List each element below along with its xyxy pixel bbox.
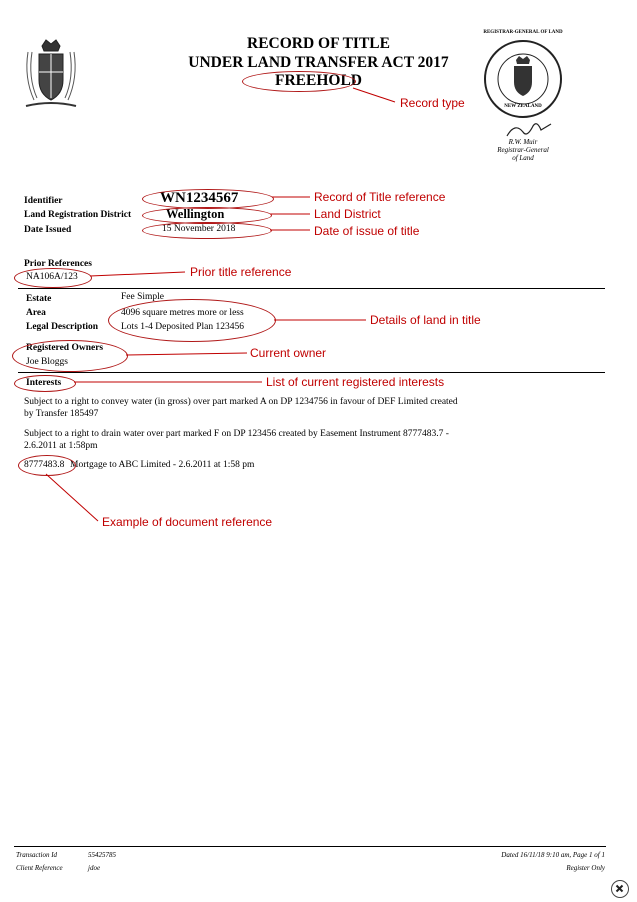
legal-label: Legal Description bbox=[26, 322, 99, 332]
mortgage-ref-oval bbox=[18, 455, 76, 476]
owners-value: Joe Bloggs bbox=[26, 357, 68, 367]
dated-text: Dated 16/11/18 9:10 am, Page 1 of 1 bbox=[501, 851, 605, 859]
owners-heading: Registered Owners bbox=[26, 343, 104, 353]
land-oval bbox=[108, 299, 276, 342]
estate-label: Estate bbox=[26, 294, 52, 304]
annotation-date-issue: Date of issue of title bbox=[314, 224, 420, 238]
prior-value: NA106A/123 bbox=[26, 272, 78, 282]
signature-icon bbox=[505, 118, 555, 140]
legal-value: Lots 1-4 Deposited Plan 123456 bbox=[121, 322, 244, 332]
interests-heading: Interests bbox=[26, 378, 62, 388]
date-label: Date Issued bbox=[24, 225, 72, 235]
district-label: Land Registration District bbox=[24, 210, 132, 220]
client-label: Client Reference bbox=[16, 864, 63, 872]
registrar-name: R.W. Muir bbox=[508, 138, 538, 146]
interest-line-2: by Transfer 185497 bbox=[24, 409, 99, 419]
date-oval bbox=[142, 222, 272, 239]
annotation-doc-ref: Example of document reference bbox=[102, 515, 273, 529]
record-type: FREEHOLD bbox=[275, 72, 362, 89]
interest-line-4: 2.6.2011 at 1:58pm bbox=[24, 441, 98, 451]
identifier-label: Identifier bbox=[24, 196, 63, 206]
title-line-1: RECORD OF TITLE bbox=[247, 35, 390, 52]
annotation-land-district: Land District bbox=[314, 207, 381, 221]
footer-rule bbox=[14, 846, 606, 847]
interest-line-3: Subject to a right to drain water over part marked F on DP 123456 created by Easement Instrument 8777483.7 - bbox=[24, 429, 449, 439]
client-value: jdoe bbox=[88, 864, 101, 872]
interest-line-1: Subject to a right to convey water (in gross) over part marked A on DP 1234756 in favour of DEF Limited created bbox=[24, 397, 458, 407]
date-value: 15 November 2018 bbox=[162, 224, 236, 234]
identifier-oval bbox=[142, 189, 274, 209]
register-text: Register Only bbox=[566, 864, 605, 872]
rule-2 bbox=[18, 372, 605, 373]
prior-oval bbox=[14, 268, 92, 288]
transaction-label: Transaction Id bbox=[16, 851, 58, 859]
transaction-value: 55425785 bbox=[88, 851, 116, 859]
estate-value: Fee Simple bbox=[121, 292, 165, 302]
annotation-current-owner: Current owner bbox=[250, 346, 327, 360]
seal-text-bottom: NEW ZEALAND bbox=[504, 104, 542, 109]
interests-oval bbox=[14, 375, 76, 392]
close-icon bbox=[612, 881, 627, 896]
owners-oval bbox=[12, 340, 128, 372]
rule-1 bbox=[18, 288, 605, 289]
identifier-value: WN1234567 bbox=[160, 190, 239, 206]
registrar-title-2: of Land bbox=[512, 154, 534, 162]
title-line-2: UNDER LAND TRANSFER ACT 2017 bbox=[188, 54, 449, 71]
seal-text-top: REGISTRAR-GENERAL OF LAND bbox=[483, 30, 563, 35]
annotation-land-details: Details of land in title bbox=[370, 313, 481, 327]
annotation-title-ref: Record of Title reference bbox=[314, 190, 446, 204]
prior-heading: Prior References bbox=[24, 259, 92, 269]
district-value: Wellington bbox=[166, 207, 225, 221]
mortgage-ref: 8777483.8 bbox=[24, 460, 65, 470]
annotation-prior-ref: Prior title reference bbox=[190, 265, 292, 279]
close-button[interactable] bbox=[611, 880, 629, 898]
annotation-record-type: Record type bbox=[400, 96, 465, 110]
registrar-title-1: Registrar-General bbox=[497, 146, 549, 154]
record-type-oval bbox=[242, 71, 356, 92]
area-label: Area bbox=[26, 308, 46, 318]
mortgage-text: Mortgage to ABC Limited - 2.6.2011 at 1:58 pm bbox=[70, 460, 255, 470]
annotation-interests: List of current registered interests bbox=[266, 375, 445, 389]
area-value: 4096 square metres more or less bbox=[121, 308, 244, 318]
